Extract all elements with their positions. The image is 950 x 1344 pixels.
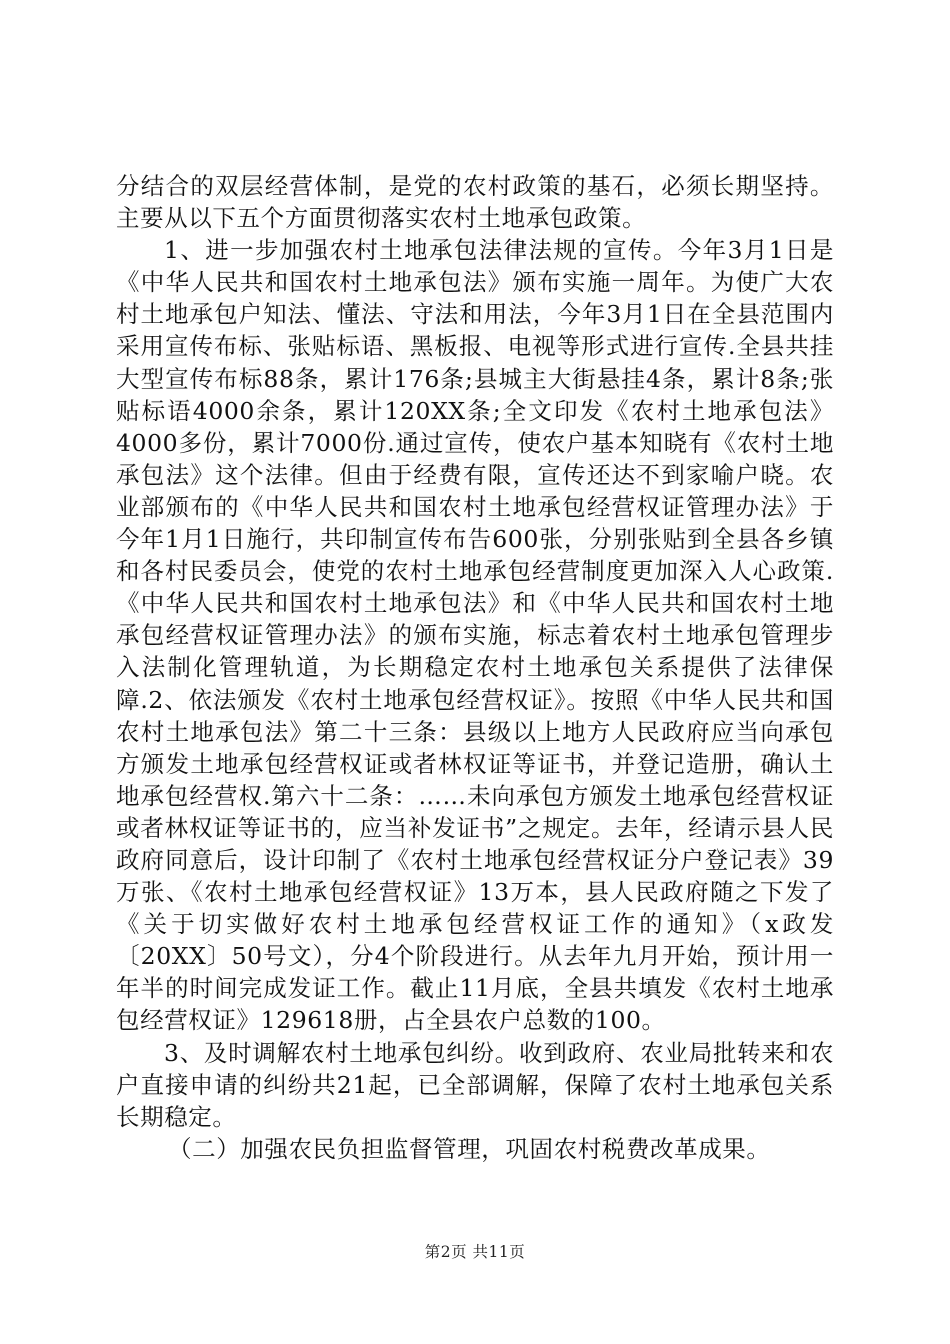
paragraph-section-1-2: 1、进一步加强农村土地承包法律法规的宣传。今年3月1日是《中华人民共和国农村土地承包法》颁布实施一周年。为使广大农村土地承包户知法、懂法、守法和用法，今年3月1日在全县范围内采用宣传布标、张贴标语、黑板报、电视等形式进行宣传.全县共挂大型宣传布标88条，累计176条;县城主大街悬挂4条，累计8条;张贴标语4000余条，累计120XX条;全文印发《农村土地承包法》4000多份，累计7000份.通过宣传，使农户基本知晓有《农村土地承包法》这个法律。但由于经费有限，宣传还达不到家喻户晓。农业部颁布的《中华人民共和国农村土地承包经营权证管理办法》于今年1月1日施行，共印制宣传布告600张，分别张贴到全县各乡镇和各村民委员会，使党的农村土地承包经营制度更加深入人心政策.《中华人民共和国农村土地承包法》和《中华人民共和国农村土地承包经营权证管理办法》的颁布实施，标志着农村土地承包管理步入法制化管理轨道，为长期稳定农村土地承包关系提供了法律保障.2、依法颁发《农村土地承包经营权证》。按照《中华人民共和国农村土地承包法》第二十三条：县级以上地方人民政府应当向承包方颁发土地承包经营权证或者林权证等证书，并登记造册，确认土地承包经营权.第六十二条：……未向承包方颁发土地承包经营权证或者林权证等证书的，应当补发证书”之规定。去年，经请示县人民政府同意后，设计印制了《农村土地承包经营权证分户登记表》39万张、《农村土地承包经营权证》13万本，县人民政府随之下发了《关于切实做好农村土地承包经营权证工作的通知》（x政发〔20XX〕50号文），分4个阶段进行。从去年九月开始，预计用一年半的时间完成发证工作。截止11月底，全县共填发《农村土地承包经营权证》129618册，占全县农户总数的100。 — [116, 236, 834, 1035]
page-number-label: 第2页 共11页 — [424, 1243, 526, 1261]
paragraph-continuation: 分结合的双层经营体制，是党的农村政策的基石，必须长期坚持。主要从以下五个方面贯彻落实农村土地承包政策。 — [116, 172, 834, 233]
paragraph-heading-2: （二）加强农民负担监督管理，巩固农村税费改革成果。 — [168, 1134, 771, 1163]
document-body — [116, 170, 834, 1165]
paragraph-section-3: 3、及时调解农村土地承包纠纷。收到政府、农业局批转来和农户直接申请的纠纷共21起，已全部调解，保障了农村土地承包关系长期稳定。 — [116, 1038, 834, 1131]
page-footer — [0, 1240, 950, 1262]
